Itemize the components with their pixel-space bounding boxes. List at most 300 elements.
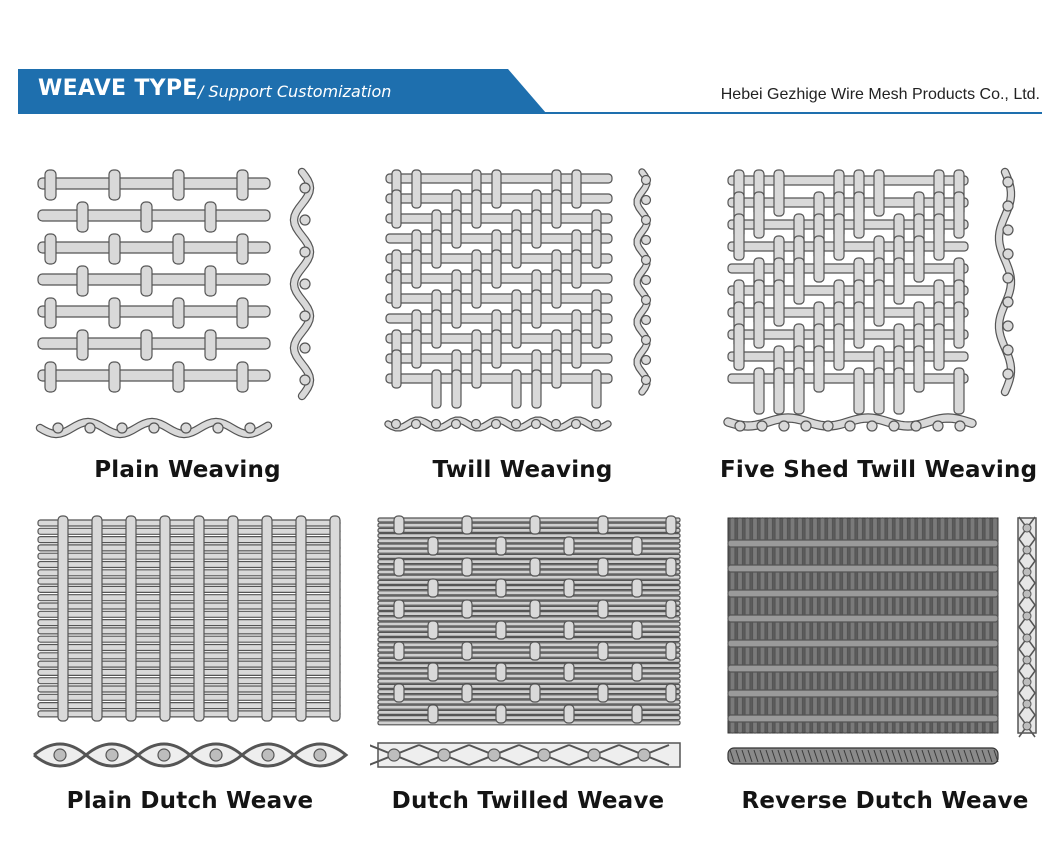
weft-wire (38, 520, 340, 526)
warp-segment (564, 621, 574, 639)
side-profile-dot-4 (642, 256, 651, 265)
warp-wire (783, 518, 788, 733)
warp-segment (794, 258, 804, 304)
warp-segment (894, 368, 904, 414)
side-profile-dot (1023, 634, 1031, 642)
side-profile-dot-8 (642, 336, 651, 345)
warp-segment (462, 600, 472, 618)
weft-wire (728, 715, 998, 722)
warp-segment (814, 236, 824, 282)
side-profile-dot (1023, 524, 1031, 532)
warp-wire (940, 518, 945, 733)
bottom-profile-dot-5 (213, 423, 223, 433)
weft-wire (728, 242, 968, 251)
bottom-profile-dot-3 (149, 423, 159, 433)
side-profile-dot-0 (300, 183, 310, 193)
warp-segment (632, 621, 642, 639)
warp-segment (854, 368, 864, 414)
side-profile-dot (1023, 546, 1031, 554)
warp-segment (572, 330, 581, 368)
side-profile-dot-3 (300, 279, 310, 289)
weft-wire (378, 612, 680, 616)
weft-wire (378, 653, 680, 657)
weft-wire (378, 658, 680, 662)
warp-wire (745, 518, 750, 733)
warp-wire (850, 518, 855, 733)
warp-wire (948, 518, 953, 733)
warp-wire (813, 518, 818, 733)
warp-segment (77, 202, 88, 232)
warp-wire (895, 518, 900, 733)
side-profile-dot-6 (642, 296, 651, 305)
weft-wire (378, 518, 680, 522)
warp-segment (754, 368, 764, 414)
weft-wire (38, 570, 340, 576)
warp-segment (532, 210, 541, 248)
warp-segment (394, 642, 404, 660)
twill-weave-diagram (380, 160, 680, 450)
warp-wire (768, 518, 773, 733)
bottom-profile-dot-1 (757, 421, 767, 431)
weft-wire (38, 645, 340, 651)
weft-wire (386, 294, 612, 303)
warp-segment (109, 298, 120, 328)
warp-segment (109, 234, 120, 264)
header-rule (18, 112, 1042, 114)
side-profile-dot (1023, 590, 1031, 598)
bottom-profile-dot-4 (472, 420, 481, 429)
warp-segment (141, 266, 152, 296)
side-profile-dot-1 (1003, 201, 1013, 211)
warp-wire (753, 518, 758, 733)
side-profile-dot (1023, 656, 1031, 664)
warp-segment (754, 302, 764, 348)
weft-wire (38, 636, 340, 642)
weft-wire (378, 695, 680, 699)
warp-segment (45, 234, 56, 264)
warp-segment (814, 346, 824, 392)
warp-segment (496, 537, 506, 555)
bottom-profile-dot-5 (492, 420, 501, 429)
warp-segment (734, 324, 744, 370)
warp-segment (205, 330, 216, 360)
warp-segment (914, 346, 924, 392)
warp-segment (237, 234, 248, 264)
bottom-profile-dot-2 (432, 420, 441, 429)
warp-wire (963, 518, 968, 733)
warp-segment (496, 705, 506, 723)
weft-wire (38, 210, 270, 221)
weft-wire (728, 352, 968, 361)
weft-wire (38, 653, 340, 659)
warp-segment (173, 362, 184, 392)
warp-segment (530, 600, 540, 618)
warp-segment (874, 280, 884, 326)
side-profile-dot-4 (300, 311, 310, 321)
warp-segment (564, 537, 574, 555)
weft-wire (38, 553, 340, 559)
weft-wire (38, 528, 340, 534)
bottom-profile-dot-1 (412, 420, 421, 429)
weft-wire (386, 214, 612, 223)
dutch-twilled-weave-diagram (370, 510, 690, 775)
warp-wire (955, 518, 960, 733)
warp-wire (738, 518, 743, 733)
warp-wire (58, 516, 68, 721)
warp-segment (666, 642, 676, 660)
warp-segment (428, 537, 438, 555)
weft-wire (38, 562, 340, 568)
warp-segment (472, 350, 481, 388)
warp-wire (858, 518, 863, 733)
bottom-profile-dot (388, 749, 400, 761)
warp-wire (993, 518, 998, 733)
side-profile-dot (1023, 678, 1031, 686)
weft-wire (378, 528, 680, 532)
five-shed-twill-weave-diagram (720, 160, 1030, 450)
warp-segment (894, 258, 904, 304)
warp-segment (492, 330, 501, 368)
bottom-profile-dot-4 (181, 423, 191, 433)
side-profile-dot-0 (642, 176, 651, 185)
warp-segment (774, 368, 784, 414)
weft-wire (378, 643, 680, 647)
warp-segment (472, 190, 481, 228)
bottom-profile-dot-8 (552, 420, 561, 429)
warp-segment (512, 310, 521, 348)
warp-segment (666, 558, 676, 576)
side-profile-dot-8 (1003, 369, 1013, 379)
side-profile-dot-5 (300, 343, 310, 353)
weft-wire (38, 578, 340, 584)
warp-segment (934, 214, 944, 260)
side-profile-dot-7 (1003, 345, 1013, 355)
bottom-profile-dot (438, 749, 450, 761)
warp-segment (530, 684, 540, 702)
warp-segment (492, 250, 501, 288)
bottom-profile-dot-6 (867, 421, 877, 431)
warp-segment (496, 579, 506, 597)
weft-wire (38, 545, 340, 551)
bottom-profile-dot-8 (911, 421, 921, 431)
side-profile-dot-6 (1003, 321, 1013, 331)
bottom-profile-dot (54, 749, 66, 761)
warp-segment (77, 330, 88, 360)
warp-segment (428, 705, 438, 723)
warp-segment (666, 516, 676, 534)
bottom-profile-dot-0 (392, 420, 401, 429)
warp-segment (428, 621, 438, 639)
warp-segment (754, 192, 764, 238)
warp-segment (598, 516, 608, 534)
caption-five-shed-twill-weaving: Five Shed Twill Weaving (720, 457, 1038, 483)
weft-wire (38, 661, 340, 667)
weft-wire (378, 523, 680, 527)
weft-wire (38, 620, 340, 626)
warp-segment (394, 558, 404, 576)
weft-wire (728, 640, 998, 647)
warp-wire (820, 518, 825, 733)
warp-segment (874, 368, 884, 414)
warp-segment (205, 202, 216, 232)
warp-segment (572, 250, 581, 288)
banner-title: WEAVE TYPE (38, 76, 198, 101)
warp-segment (598, 684, 608, 702)
warp-segment (666, 600, 676, 618)
bottom-profile-dot-7 (889, 421, 899, 431)
bottom-profile-dot-3 (801, 421, 811, 431)
warp-segment (632, 663, 642, 681)
warp-wire (296, 516, 306, 721)
warp-segment (854, 192, 864, 238)
warp-wire (843, 518, 848, 733)
weft-wire (728, 615, 998, 622)
weft-wire (378, 684, 680, 688)
side-profile-dot-6 (300, 375, 310, 385)
warp-segment (428, 579, 438, 597)
warp-segment (432, 370, 441, 408)
caption-twill-weaving: Twill Weaving (432, 457, 613, 483)
bottom-profile-dot-9 (933, 421, 943, 431)
warp-wire (730, 518, 735, 733)
warp-segment (564, 705, 574, 723)
weft-wire (38, 586, 340, 592)
warp-wire (775, 518, 780, 733)
side-profile-dot (1023, 722, 1031, 730)
side-profile-dot (1023, 612, 1031, 620)
warp-segment (564, 579, 574, 597)
warp-segment (598, 558, 608, 576)
weft-wire (378, 690, 680, 694)
warp-segment (774, 280, 784, 326)
warp-segment (432, 230, 441, 268)
warp-wire (160, 516, 170, 721)
weft-wire (38, 242, 270, 253)
warp-segment (462, 684, 472, 702)
bottom-profile-dot (638, 749, 650, 761)
bottom-profile-dot (158, 749, 170, 761)
side-profile-dot-7 (642, 316, 651, 325)
warp-wire (798, 518, 803, 733)
side-profile-dot-0 (1003, 177, 1013, 187)
bottom-profile-dot (210, 749, 222, 761)
bottom-profile-dot-6 (512, 420, 521, 429)
bottom-profile-dot-10 (592, 420, 601, 429)
warp-segment (141, 330, 152, 360)
side-profile-dot (1023, 568, 1031, 576)
side-profile-dot-2 (1003, 225, 1013, 235)
warp-segment (45, 362, 56, 392)
warp-segment (412, 250, 421, 288)
weft-wire (378, 565, 680, 569)
warp-segment (237, 170, 248, 200)
weft-wire (378, 570, 680, 574)
weft-wire (38, 178, 270, 189)
warp-wire (888, 518, 893, 733)
warp-segment (632, 705, 642, 723)
weft-wire (378, 606, 680, 610)
bottom-profile-dot-7 (532, 420, 541, 429)
warp-wire (228, 516, 238, 721)
warp-segment (564, 663, 574, 681)
warp-segment (954, 368, 964, 414)
weft-wire (38, 711, 340, 717)
warp-segment (394, 600, 404, 618)
weft-wire (378, 560, 680, 564)
warp-segment (734, 214, 744, 260)
side-profile-dot-1 (642, 196, 651, 205)
plain-dutch-weave-diagram (30, 510, 350, 775)
side-profile-dot-10 (642, 376, 651, 385)
warp-wire (903, 518, 908, 733)
company-name: Hebei Gezhige Wire Mesh Products Co., Ltd. (720, 86, 1040, 103)
weft-wire (728, 540, 998, 547)
weft-wire (38, 628, 340, 634)
warp-segment (173, 298, 184, 328)
warp-segment (666, 684, 676, 702)
warp-segment (394, 684, 404, 702)
warp-segment (512, 230, 521, 268)
caption-dutch-twilled-weave: Dutch Twilled Weave (391, 788, 665, 814)
bottom-profile-dot-2 (779, 421, 789, 431)
warp-segment (452, 290, 461, 328)
warp-segment (552, 270, 561, 308)
warp-segment (552, 190, 561, 228)
warp-segment (530, 642, 540, 660)
warp-segment (552, 350, 561, 388)
bottom-profile-dot (538, 749, 550, 761)
warp-segment (512, 370, 521, 408)
caption-plain-weaving: Plain Weaving (94, 457, 281, 483)
weft-wire (38, 703, 340, 709)
warp-wire (880, 518, 885, 733)
caption-plain-dutch-weave: Plain Dutch Weave (66, 788, 314, 814)
bottom-profile-dot-0 (735, 421, 745, 431)
warp-segment (572, 170, 581, 208)
warp-segment (934, 324, 944, 370)
warp-wire (194, 516, 204, 721)
weft-wire (38, 603, 340, 609)
warp-wire (828, 518, 833, 733)
side-profile-dot-5 (642, 276, 651, 285)
warp-wire (790, 518, 795, 733)
warp-wire (910, 518, 915, 733)
weft-wire (38, 686, 340, 692)
warp-segment (173, 170, 184, 200)
warp-segment (412, 170, 421, 208)
warp-segment (496, 663, 506, 681)
warp-wire (985, 518, 990, 733)
warp-wire (805, 518, 810, 733)
warp-segment (954, 302, 964, 348)
warp-wire (933, 518, 938, 733)
warp-segment (598, 600, 608, 618)
warp-segment (834, 214, 844, 260)
warp-segment (45, 170, 56, 200)
warp-segment (452, 210, 461, 248)
weft-wire (38, 694, 340, 700)
weft-wire (728, 665, 998, 672)
warp-segment (237, 362, 248, 392)
weft-wire (38, 669, 340, 675)
bottom-profile-dot-3 (452, 420, 461, 429)
warp-segment (954, 192, 964, 238)
caption-reverse-dutch-weave: Reverse Dutch Weave (741, 788, 1029, 814)
warp-segment (598, 642, 608, 660)
bottom-profile-dot-10 (955, 421, 965, 431)
warp-wire (92, 516, 102, 721)
warp-wire (835, 518, 840, 733)
warp-segment (392, 350, 401, 388)
warp-segment (794, 368, 804, 414)
warp-segment (592, 310, 601, 348)
warp-segment (592, 230, 601, 268)
warp-wire (760, 518, 765, 733)
warp-wire (865, 518, 870, 733)
weft-wire (38, 678, 340, 684)
warp-segment (462, 642, 472, 660)
header-banner (18, 69, 548, 113)
warp-segment (914, 236, 924, 282)
warp-segment (532, 290, 541, 328)
warp-segment (854, 302, 864, 348)
warp-segment (530, 558, 540, 576)
side-profile-dot-1 (300, 215, 310, 225)
warp-segment (834, 324, 844, 370)
side-profile-dot-2 (300, 247, 310, 257)
weft-wire (386, 374, 612, 383)
warp-segment (632, 537, 642, 555)
warp-segment (452, 370, 461, 408)
warp-segment (77, 266, 88, 296)
warp-segment (530, 516, 540, 534)
warp-segment (632, 579, 642, 597)
warp-segment (462, 558, 472, 576)
warp-wire (330, 516, 340, 721)
weft-wire (38, 537, 340, 543)
weft-wire (38, 370, 270, 381)
bottom-profile-dot-6 (245, 423, 255, 433)
weft-wire (378, 601, 680, 605)
warp-wire (978, 518, 983, 733)
weft-wire (728, 590, 998, 597)
warp-segment (237, 298, 248, 328)
warp-segment (45, 298, 56, 328)
bottom-profile-dot (262, 749, 274, 761)
weft-wire (378, 648, 680, 652)
warp-wire (970, 518, 975, 733)
bottom-profile-dot (488, 749, 500, 761)
bottom-profile-dot (588, 749, 600, 761)
weft-wire (728, 565, 998, 572)
warp-segment (205, 266, 216, 296)
plain-weave-diagram (30, 160, 330, 450)
warp-segment (109, 362, 120, 392)
weft-wire (378, 617, 680, 621)
warp-segment (392, 270, 401, 308)
warp-wire (126, 516, 136, 721)
warp-segment (392, 190, 401, 228)
banner-subtitle: / Support Customization (198, 82, 392, 101)
side-profile-dot-4 (1003, 273, 1013, 283)
warp-segment (496, 621, 506, 639)
side-profile-dot-5 (1003, 297, 1013, 307)
bottom-profile-dot-1 (85, 423, 95, 433)
side-profile-dot-3 (642, 236, 651, 245)
weft-wire (38, 306, 270, 317)
warp-segment (472, 270, 481, 308)
warp-wire (262, 516, 272, 721)
